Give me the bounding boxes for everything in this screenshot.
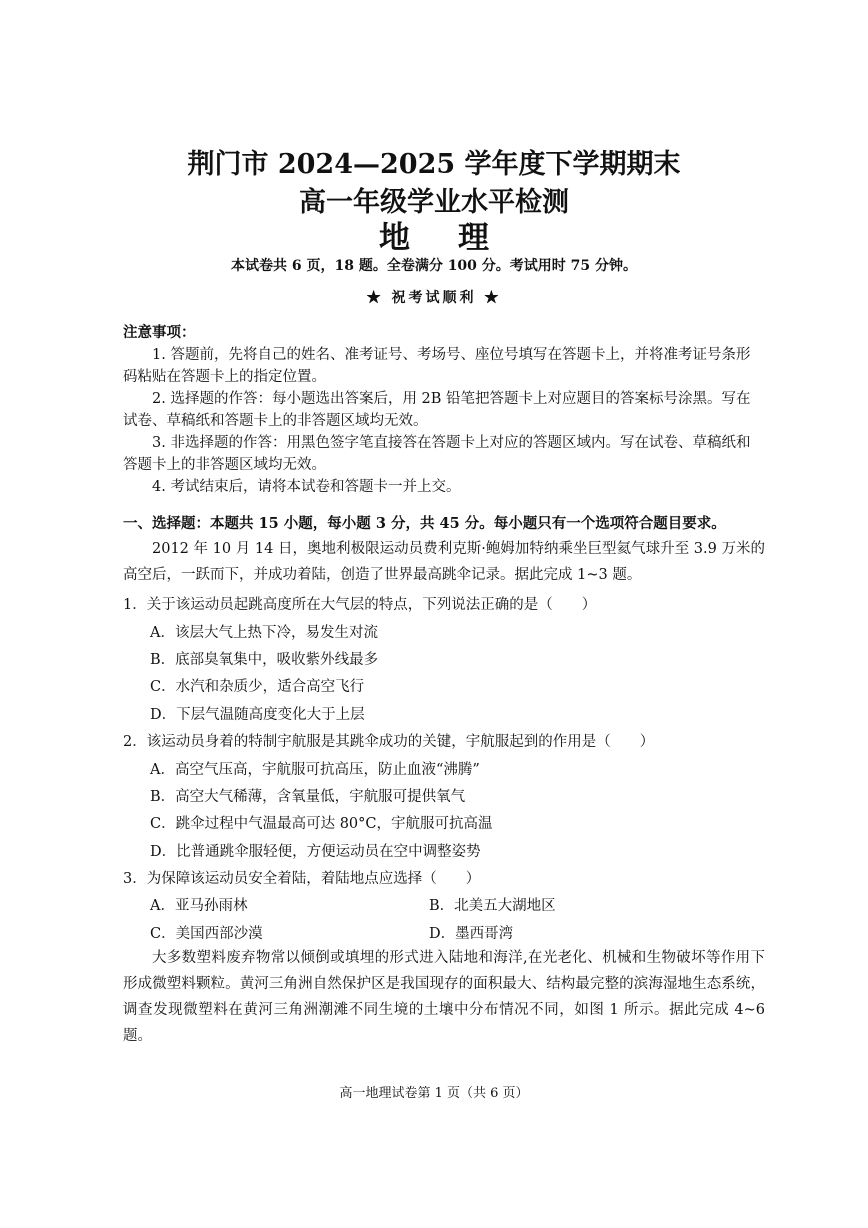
exam-info: 本试卷共 6 页，18 题。全卷满分 100 分。考试用时 75 分钟。: [230, 258, 638, 274]
question-intro-1-3: 2012 年 10 月 14 日，奥地利极限运动员费利克斯·鲍姆加特纳乘坐巨型氦气球升至 3.9 万米的高空后，一跃而下，并成功着陆，创造了世界最高跳伞记录。据此完成 1~3 题。: [123, 541, 765, 583]
question-2-option-b: B．高空大气稀薄，含氧量低，宇航服可提供氧气: [150, 789, 466, 805]
question-3-stem: 3．为保障该运动员安全着陆，着陆地点应选择（ ）: [123, 871, 481, 887]
question-3-option-b: B．北美五大湖地区: [429, 898, 556, 914]
page-footer: 高一地理试卷第 1 页（共 6 页）: [339, 1086, 529, 1101]
question-1-option-c: C．水汽和杂质少，适合高空飞行: [150, 679, 365, 695]
note-item: 4. 考试结束后，请将本试卷和答题卡一并上交。: [152, 479, 461, 495]
question-3-option-c: C．美国西部沙漠: [150, 926, 263, 942]
question-1-option-d: D．下层气温随高度变化大于上层: [150, 707, 365, 723]
exam-title-line1: 荆门市 2024—2025 学年度下学期期末: [187, 149, 681, 180]
question-2-option-c: C．跳伞过程中气温最高可达 80°C，宇航服可抗高温: [150, 816, 493, 832]
question-1-option-b: B．底部臭氧集中，吸收紫外线最多: [150, 652, 379, 668]
question-1-option-a: A．该层大气上热下冷，易发生对流: [150, 625, 378, 641]
question-intro-4-6: 大多数塑料废弃物常以倾倒或填埋的形式进入陆地和海洋,在光老化、机械和生物破坏等作用下形成微塑料颗粒。黄河三角洲自然保护区是我国现存的面积最大、结构最完整的滨海湿地生态系统，调查发现微塑料在黄河三角洲潮滩不同生境的土壤中分布情况不同，如图 1 所示。据此完成 4~6 题。: [123, 950, 765, 1044]
notes-heading: 注意事项：: [123, 324, 196, 341]
notes-list: [123, 344, 763, 498]
question-3-option-a: A．亚马孙雨林: [150, 898, 248, 914]
question-3-option-d: D．墨西哥湾: [429, 926, 514, 942]
note-item: 1. 答题前，先将自己的姓名、准考证号、考场号、座位号填写在答题卡上，并将准考证号条形码粘贴在答题卡上的指定位置。: [123, 347, 751, 385]
section-heading: 一、选择题：本题共 15 小题，每小题 3 分，共 45 分。每小题只有一个选项符合题目要求。: [123, 515, 726, 532]
question-2-option-d: D．比普通跳伞服轻便，方便运动员在空中调整姿势: [150, 844, 481, 860]
question-1-stem: 1．关于该运动员起跳高度所在大气层的特点，下列说法正确的是（ ）: [123, 597, 597, 613]
note-item: 2. 选择题的作答：每小题选出答案后，用 2B 铅笔把答题卡上对应题目的答案标号涂黑。写在试卷、草稿纸和答题卡上的非答题区域均无效。: [123, 391, 751, 429]
question-2-stem: 2．该运动员身着的特制宇航服是其跳伞成功的关键，宇航服起到的作用是（ ）: [123, 734, 655, 750]
good-luck-banner: ★ 祝考试顺利 ★: [366, 290, 502, 306]
question-2-option-a: A．高空气压高，宇航服可抗高压，防止血液“沸腾”: [150, 762, 480, 778]
subject-title: 地理: [379, 220, 537, 256]
note-item: 3. 非选择题的作答：用黑色签字笔直接答在答题卡上对应的答题区域内。写在试卷、草稿纸和答题卡上的非答题区域均无效。: [123, 435, 751, 473]
exam-title-line2: 高一年级学业水平检测: [299, 187, 569, 218]
